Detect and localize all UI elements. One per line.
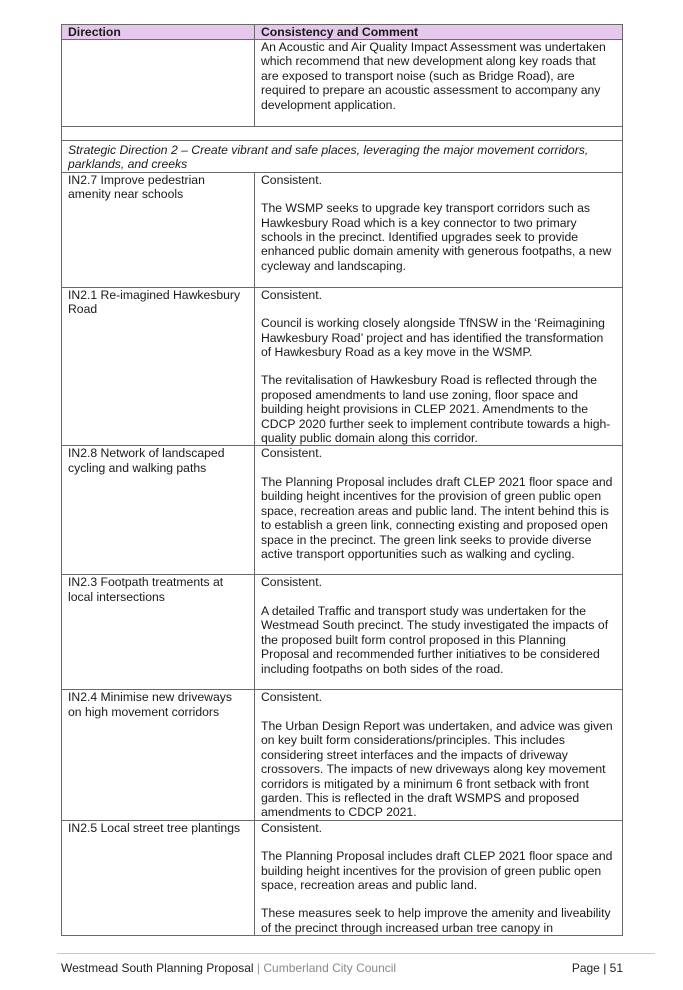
spacer-cell xyxy=(62,127,623,141)
strategic-direction-heading: Strategic Direction 2 – Create vibrant and safe places, leveraging the major movement corridors, parklands, and creeks xyxy=(62,141,623,173)
comment-paragraph: The revitalisation of Hawkesbury Road is reflected through the proposed amendments to land use zoning, floor space and building height provisions in CLEP 2021. Amendments to the CDCP 2020 further seek to implement contribute towards a high-quality public domain along this corridor. xyxy=(261,373,611,446)
comment-paragraph: The Planning Proposal includes draft CLEP 2021 floor space and building height incentives for the provision of green public open space, recreation areas and public land. xyxy=(261,849,613,892)
footer-divider xyxy=(57,953,655,954)
comment-cell xyxy=(255,575,623,690)
consistency-table xyxy=(61,24,623,936)
comment-paragraph: The WSMP seeks to upgrade key transport corridors such as Hawkesbury Road which is a key connector to two primary schools in the precinct. Identified upgrades seek to provide enhanced public domain amenity with generous footpaths, a new cycleway and landscaping. xyxy=(261,201,612,273)
direction-cell: IN2.1 Re-imagined Hawkesbury Road xyxy=(62,287,255,446)
comment-column-header: Consistency and Comment xyxy=(255,25,623,40)
comment-cell xyxy=(255,690,623,820)
footer-document-title: Westmead South Planning Proposal xyxy=(61,961,254,975)
direction-cell: IN2.3 Footpath treatments at local intersections xyxy=(62,575,255,690)
table-row xyxy=(62,172,623,287)
comment-paragraph: These measures seek to help improve the amenity and liveability of the precinct through increased urban tree canopy in xyxy=(261,906,611,935)
direction-column-header: Direction xyxy=(62,25,255,40)
comment-cell xyxy=(255,40,623,127)
footer-separator: | xyxy=(256,961,261,975)
comment-cell xyxy=(255,820,623,935)
page-footer xyxy=(61,961,623,975)
direction-cell xyxy=(62,40,255,127)
consistency-status: Consistent. xyxy=(261,690,322,705)
comment-cell xyxy=(255,446,623,575)
direction-cell: IN2.8 Network of landscaped cycling and walking paths xyxy=(62,446,255,575)
footer-organisation: Cumberland City Council xyxy=(263,961,397,975)
comment-cell xyxy=(255,287,623,446)
consistency-status: Consistent. xyxy=(261,575,322,590)
consistency-status: Consistent. xyxy=(261,820,322,835)
direction-cell: IN2.4 Minimise new driveways on high movement corridors xyxy=(62,690,255,820)
table-row xyxy=(62,446,623,575)
continuation-row xyxy=(62,40,623,127)
consistency-status: Consistent. xyxy=(261,287,322,302)
table-row xyxy=(62,690,623,820)
spacer-row xyxy=(62,127,623,141)
comment-paragraph: A detailed Traffic and transport study was undertaken for the Westmead South precinct. The study investigated the impacts of the proposed built form control proposed in this Planning Proposal and recommended further initiatives to be considered including footpaths on both sides of the road. xyxy=(261,603,609,676)
table-header-row xyxy=(62,25,623,40)
direction-cell: IN2.5 Local street tree plantings xyxy=(62,820,255,935)
comment-paragraph: The Planning Proposal includes draft CLEP 2021 floor space and building height incentives for the provision of green public open space, recreation areas and public land. The intent behind this is to establish a green link, connecting existing and proposed open space in the precinct. The green link seeks to provide diverse active transport opportunities such as walking and cycling. xyxy=(261,474,613,561)
comment-paragraph: The Urban Design Report was undertaken, and advice was given on key built form considerations/principles. This includes considering street interfaces and the impacts of driveway crossovers. The impacts of new driveways along key movement corridors is mitigated by a minimum 6 front setback with front garden. This is reflected in the draft WSMPS and proposed amendments to CDCP 2021. xyxy=(261,718,613,820)
table-row xyxy=(62,575,623,690)
page-number: Page | 51 xyxy=(571,961,623,975)
strategic-direction-row xyxy=(62,141,623,173)
consistency-status: Consistent. xyxy=(261,172,322,187)
comment-cell xyxy=(255,172,623,287)
comment-paragraph: Council is working closely alongside TfNSW in the ‘Reimagining Hawkesbury Road’ project and has identified the transformation of Hawkesbury Road as a key move in the WSMP. xyxy=(261,316,605,360)
table-row xyxy=(62,820,623,935)
comment-paragraph: An Acoustic and Air Quality Impact Assessment was undertaken which recommend that new development along key roads that are exposed to transport noise (such as Bridge Road), are required to prepare an acoustic assessment to accompany any development application. xyxy=(261,40,606,112)
table-row xyxy=(62,287,623,446)
direction-cell: IN2.7 Improve pedestrian amenity near schools xyxy=(62,172,255,287)
consistency-status: Consistent. xyxy=(261,446,322,461)
